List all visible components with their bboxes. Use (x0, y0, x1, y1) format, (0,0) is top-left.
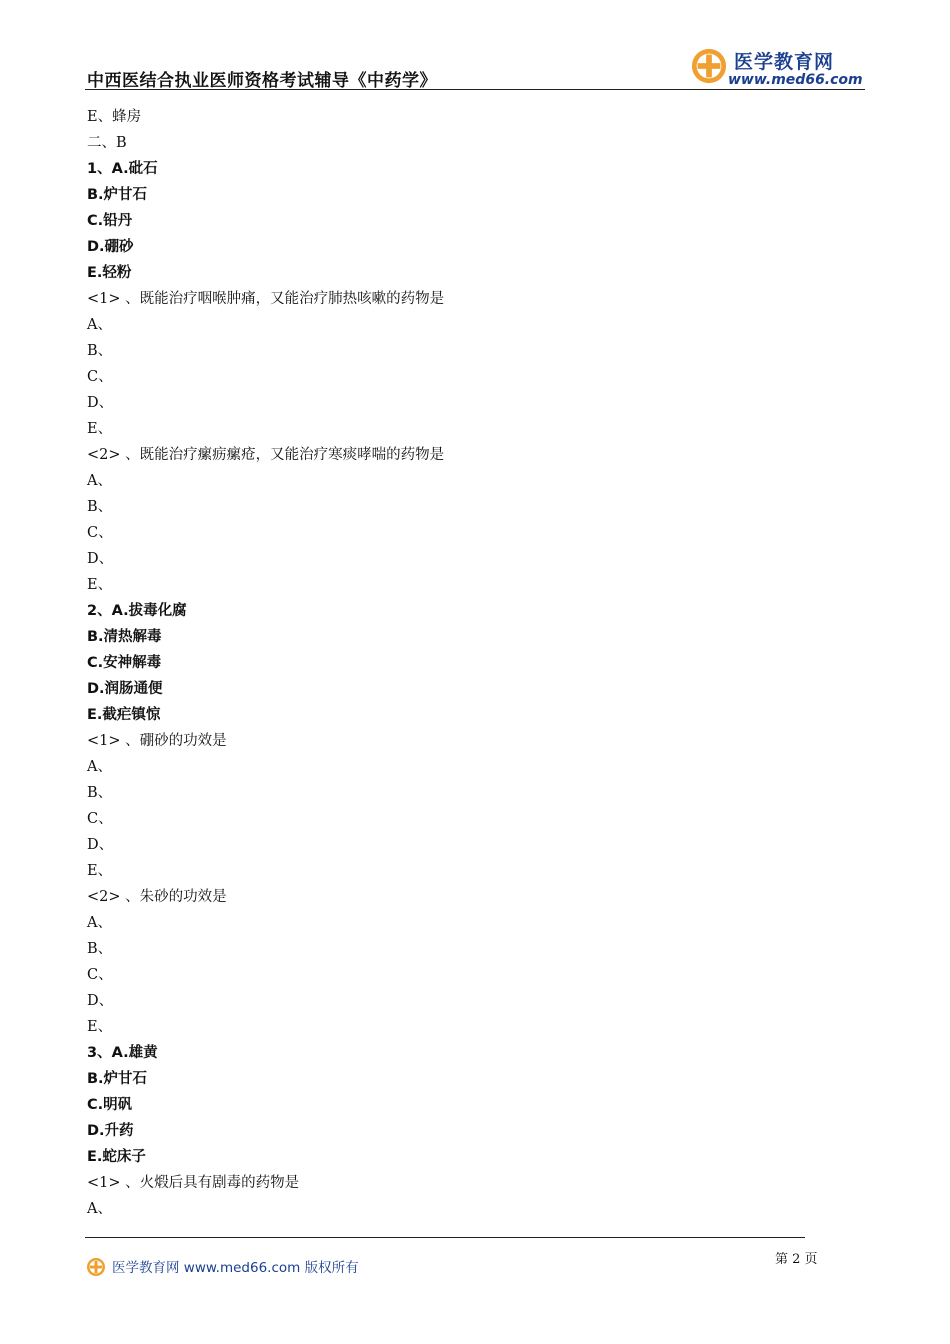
text-line: B.清热解毒 (87, 629, 162, 645)
text-line: 1、A.砒石 (87, 161, 158, 177)
text-line: A、 (87, 915, 112, 931)
site-logo[interactable] (690, 45, 870, 89)
text-line: B、 (87, 499, 113, 515)
text-line: A、 (87, 473, 112, 489)
text-line: D.硼砂 (87, 239, 134, 255)
text-line: C.明矾 (87, 1097, 133, 1113)
header-title: 中西医结合执业医师资格考试辅导《中药学》 (87, 71, 437, 91)
med-cross-logo-icon (690, 47, 728, 85)
text-line: A、 (87, 1201, 112, 1217)
logo-url: www.med66.com (728, 72, 863, 88)
header-divider (85, 89, 865, 90)
text-line: E、 (87, 421, 113, 437)
text-line: B.炉甘石 (87, 187, 148, 203)
text-line: B、 (87, 343, 113, 359)
text-line: C.安神解毒 (87, 655, 162, 671)
page-number: 第 2 页 (775, 1252, 818, 1267)
text-line: D、 (87, 395, 114, 411)
text-line: E、 (87, 1019, 113, 1035)
text-line: C、 (87, 811, 113, 827)
text-line: A、 (87, 759, 112, 775)
text-line: B.炉甘石 (87, 1071, 148, 1087)
text-line: C、 (87, 369, 113, 385)
text-line: <2> 、朱砂的功效是 (87, 889, 227, 905)
text-line: E.轻粉 (87, 265, 132, 281)
text-line: E、蜂房 (87, 109, 142, 125)
text-line: 2、A.拔毒化腐 (87, 603, 187, 619)
text-line: D.润肠通便 (87, 681, 163, 697)
text-line: D.升药 (87, 1123, 134, 1139)
text-line: B、 (87, 785, 113, 801)
text-line: D、 (87, 993, 114, 1009)
footer-logo-icon (86, 1257, 106, 1277)
text-line: D、 (87, 551, 114, 567)
text-line: B、 (87, 941, 113, 957)
text-line: A、 (87, 317, 112, 333)
text-line: C、 (87, 525, 113, 541)
text-line: <1> 、火煅后具有剧毒的药物是 (87, 1175, 300, 1191)
text-line: C、 (87, 967, 113, 983)
text-line: <1> 、硼砂的功效是 (87, 733, 227, 749)
text-line: E、 (87, 577, 113, 593)
text-line: 3、A.雄黄 (87, 1045, 158, 1061)
text-line: E.蛇床子 (87, 1149, 146, 1165)
text-line: D、 (87, 837, 114, 853)
text-line: <2> 、既能治疗瘰疬瘰疮，又能治疗寒痰哮喘的药物是 (87, 447, 445, 463)
text-line: <1> 、既能治疗咽喉肿痛，又能治疗肺热咳嗽的药物是 (87, 291, 445, 307)
logo-name: 医学教育网 (734, 51, 835, 73)
text-line: 二、B (87, 135, 127, 151)
footer-divider (85, 1237, 805, 1238)
text-line: E、 (87, 863, 113, 879)
footer-copyright: 医学教育网 www.med66.com 版权所有 (112, 1260, 359, 1276)
text-line: C.铅丹 (87, 213, 133, 229)
text-line: E.截疟镇惊 (87, 707, 161, 723)
question-content (87, 106, 827, 1224)
